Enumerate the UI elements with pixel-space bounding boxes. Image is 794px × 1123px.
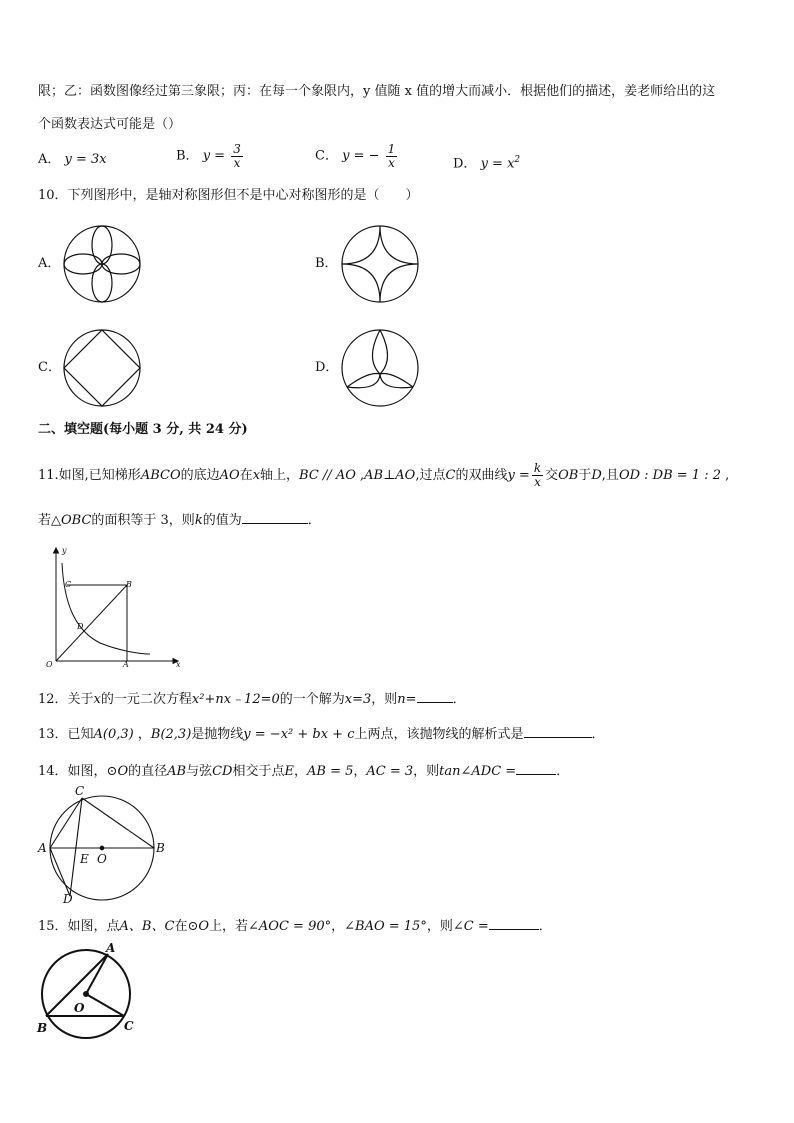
section-heading: 二、填空题(每小题 3 分, 共 24 分) [38,422,248,437]
label-a: A [106,941,116,955]
q9-option-c[interactable]: C． y = − $\frac{1}{x}$ [315,142,396,170]
label-b: B [126,580,132,589]
q9-line1: 限；乙：函数图像经过第三象限；丙：在每一个象限内，y 值随 x 值的增大而减小．根据他们的描述，姜老师给出的这 [38,84,716,99]
chord-cd [70,798,82,896]
q10-label-b[interactable]: B． [315,256,338,271]
outer-circle [342,226,418,302]
q15-answer-blank[interactable] [489,915,539,930]
q13-line: 13．已知A(0,3) ，B(2,3)是抛物线y = −x² + bx + c上两点，该抛物线的解析式是 ． [38,723,605,745]
y-axis-arrow [54,548,59,553]
q9-option-a[interactable]: A． y = 3x [38,152,107,167]
center-dot [84,992,88,996]
q14-answer-blank[interactable] [516,760,556,775]
q9-option-b[interactable]: B． y = $\frac{3}{x}$ [176,142,241,170]
label-c: C [65,580,72,589]
q11-answer-blank[interactable] [242,509,308,524]
label-o: O [46,660,53,668]
arc-left [347,374,380,388]
q9-option-d[interactable]: D． $y = x^2$ [453,155,521,172]
q12-answer-blank[interactable] [417,688,453,703]
arc-right [380,374,413,388]
q15-figure [34,940,144,1040]
label-b: B [156,841,165,855]
arc-top [373,330,388,374]
q14-figure [34,785,169,905]
label-d: D [77,622,84,631]
q11-line2: 若△OBC的面积等于 3，则k的值为 ． [38,509,321,531]
segment-oc [86,994,124,1016]
q10-figure-a[interactable] [61,223,143,305]
petal-right [102,254,140,274]
q12-line: 12．关于x的一元二次方程x²+nx﹣12=0的一个解为x=3，则n= ． [38,688,466,710]
q10-label-c[interactable]: C． [38,360,61,375]
outer-circle [342,330,418,406]
petal-left [64,254,102,274]
label-b: B [37,1021,48,1035]
q13-answer-blank[interactable] [524,723,592,738]
label-x: x [176,660,181,668]
q9-line2: 个函数表达式可能是（） [38,117,182,132]
q10-stem: 10．下列图形中，是轴对称图形但不是中心对称图形的是（ ） [38,188,419,203]
chord-cb [82,798,154,848]
q9-option-c-fraction: $\frac{1}{x}$ [387,142,396,170]
label-y: y [62,546,67,555]
trapezoid-sides [67,585,127,661]
q11-line1: 11.如图,已知梯形ABCO的底边AO在x轴上，BC // AO ,AB⊥AO,过点C的双曲线y = $\frac{k}{x}$ 交OB于D,且OD : DB = 1 : 2 , [38,461,730,489]
q9-option-b-fraction: $\frac{3}{x}$ [233,142,241,170]
label-e: E [80,852,89,866]
chord-ad [50,848,70,896]
q10-label-d[interactable]: D． [315,360,339,375]
label-c: C [75,785,85,798]
q15-line: 15．如图，点A、B、C在⊙O上，若∠AOC = 90°，∠BAO = 15°，则∠C = ． [38,915,552,937]
label-o: O [97,852,107,866]
q14-line: 14．如图，⊙O的直径AB与弦CD相交于点E，AB = 5，AC = 3，则tan∠ADC = ． [38,760,569,782]
label-o: O [74,1001,85,1015]
q11-graph [40,543,185,668]
center-dot [100,846,104,850]
q10-label-a[interactable]: A． [38,256,61,271]
q10-figure-d[interactable] [339,327,421,409]
outer-circle [64,330,140,406]
label-a: A [38,841,47,855]
q10-figure-b[interactable] [339,223,421,305]
label-a: A [123,660,129,668]
label-d: D [63,892,73,905]
label-c: C [124,1019,134,1033]
petal-top [92,226,112,264]
q10-figure-c[interactable] [61,327,143,409]
petal-bottom [92,264,112,302]
q11-hyperbola-fraction: $\frac{k}{x}$ [533,461,542,489]
